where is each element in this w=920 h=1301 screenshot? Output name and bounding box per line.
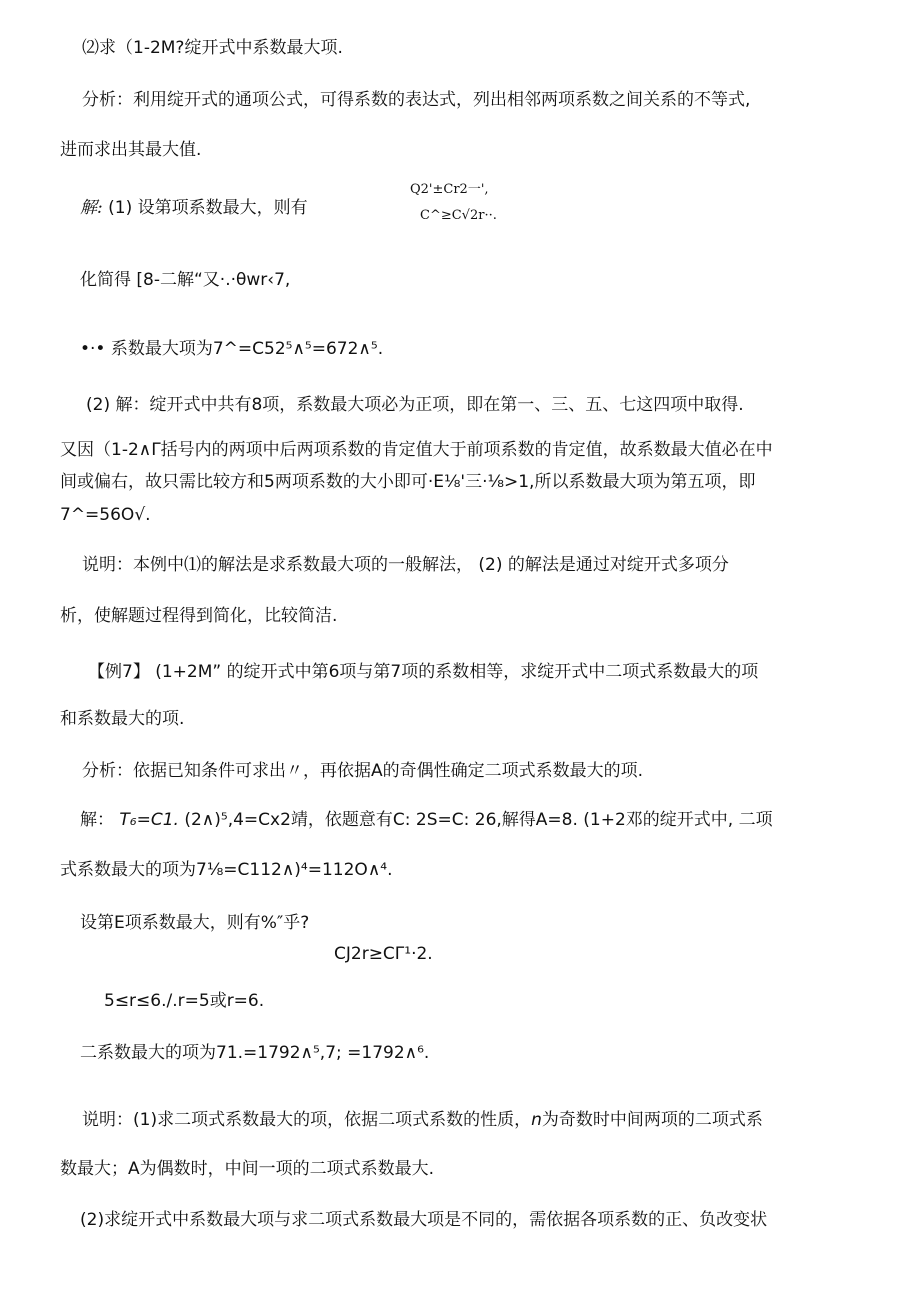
inequality-system-line-1: Q2'±Cr2一', (410, 182, 489, 197)
note-line-1-b: 为奇数时中间两项的二项式系 (541, 1110, 763, 1130)
inequality-system-line-2: C^≥C√2r··. (420, 208, 497, 223)
solution-line-1 (80, 196, 308, 220)
note-line-1 (82, 1108, 763, 1132)
example7-line-1: 【例7】 (1+2M” 的绽开式中第6项与第7项的系数相等，求绽开式中二项式系数最大的项 (88, 662, 759, 682)
note-line-3: (2)求绽开式中系数最大项与求二项式系数最大项是不同的，需依据各项系数的正、负改变状 (80, 1210, 768, 1230)
r-range-line: 5≤r≤6./.r=5或r=6. (104, 991, 265, 1011)
n-variable: n (531, 1110, 542, 1130)
solution-text: (1) 设第项系数最大，则有 (108, 198, 308, 218)
problem-part2-line: ⑵求（1-2M?绽开式中系数最大项. (82, 38, 343, 58)
part2-solution-line-3: 间或偏右，故只需比较方和5两项系数的大小即可·E⅛'三·⅛>1,所以系数最大项为第五项，即 (60, 472, 756, 492)
example7-solution-text: (2∧)⁵,4=Cx2靖，依题意有C: 2S=C: 26,解得A=8. (1+2邓的绽开式中, 二项 (184, 810, 773, 830)
simplify-line: 化简得 [8-二解“又·.·θwr‹7, (80, 270, 291, 290)
example7-analysis: 分析：依据已知条件可求出〃，再依据A的奇偶性确定二项式系数最大的项. (82, 761, 644, 781)
assume-line: 设第E项系数最大，则有%″乎? (80, 913, 310, 933)
remark-line-2: 析，使解题过程得到简化，比较简洁. (60, 606, 338, 626)
result-line-1: •·• 系数最大项为7^=C52⁵∧⁵=672∧⁵. (80, 339, 384, 359)
remark-line-1: 说明：本例中⑴的解法是求系数最大项的一般解法， (2) 的解法是通过对绽开式多项分 (82, 555, 729, 575)
part2-solution-line-1: (2) 解：绽开式中共有8项，系数最大项必为正项，即在第一、三、五、七这四项中取得. (86, 395, 744, 415)
t6-term: T₆=C1. (119, 810, 179, 830)
solution-label: 解: (80, 198, 103, 218)
note-line-1-a: 说明：(1)求二项式系数最大的项，依据二项式系数的性质， (82, 1110, 532, 1130)
example7-solution-line-1 (80, 808, 773, 832)
example7-result-line: 二系数最大的项为71.=1792∧⁵,7; =1792∧⁶. (80, 1043, 430, 1063)
inequality-line: CJ2r≥CΓ¹·2. (334, 944, 433, 964)
example7-line-2: 和系数最大的项. (60, 709, 185, 729)
example7-solution-line-2: 式系数最大的项为7⅛=C112∧)⁴=112O∧⁴. (60, 860, 393, 880)
part2-solution-line-2: 又因（1-2∧Γ括号内的两项中后两项系数的肯定值大于前项系数的肯定值，故系数最大值必在中 (60, 440, 773, 460)
part2-solution-line-4: 7^=56O√. (60, 505, 151, 525)
analysis-line-2: 进而求出其最大值. (60, 140, 202, 160)
analysis-line-1: 分析：利用绽开式的通项公式，可得系数的表达式，列出相邻两项系数之间关系的不等式, (82, 90, 751, 110)
example7-solution-label: 解： (80, 810, 114, 830)
note-line-2: 数最大；A为偶数时，中间一项的二项式系数最大. (60, 1159, 435, 1179)
